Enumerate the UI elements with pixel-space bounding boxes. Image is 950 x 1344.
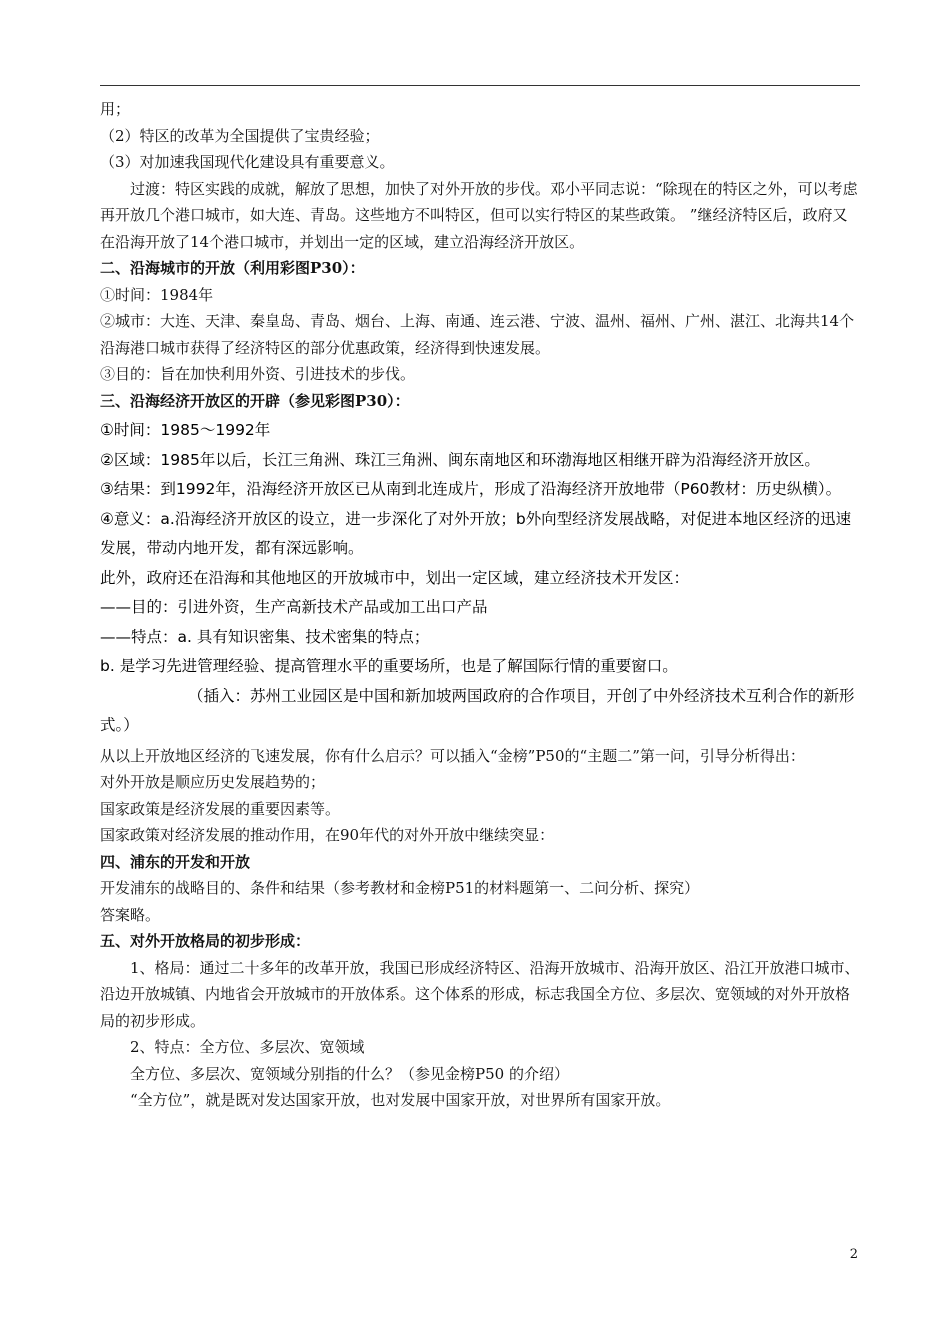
text-line: 对外开放是顺应历史发展趋势的； <box>100 773 326 791</box>
section-heading-3: 三、沿海经济开放区的开辟（参见彩图P30）： <box>100 391 410 410</box>
scan-line: ——特点：a. 具有知识密集、技术密集的特点； <box>100 627 430 646</box>
scan-line: ①时间：1985～1992年 <box>100 421 271 439</box>
document-body <box>100 96 860 1114</box>
scan-line: ④意义：a.沿海经济开放区的设立，进一步深化了对外开放；b外向型经济发展战略，对促进本地区经济的迅速发展，带动内地开发，都有深远影响。 <box>100 509 852 557</box>
scan-line: b. 是学习先进管理经验、提高管理水平的重要场所，也是了解国际行情的重要窗口。 <box>100 657 678 675</box>
scanned-text-block <box>100 414 860 743</box>
text-line: ③目的：旨在加快利用外资、引进技术的步伐。 <box>100 365 416 383</box>
text-line: （2）特区的改革为全国提供了宝贵经验； <box>100 126 380 145</box>
section-heading-4: 四、浦东的开发和开放 <box>100 852 251 871</box>
text-line: 2、特点：全方位、多层次、宽领域 <box>130 1038 365 1056</box>
text-paragraph: 1、格局：通过二十多年的改革开放，我国已形成经济特区、沿海开放城市、沿海开放区、沿江开放港口城市、沿边开放城镇、内地省会开放城市的开放体系。这个体系的形成，标志我国全方位、多层次、宽领域的对外开放格局的初步形成。 <box>100 958 860 1030</box>
text-line: ②城市：大连、天津、秦皇岛、青岛、烟台、上海、南通、连云港、宁波、温州、福州、广州、湛江、北海共14个沿海港口城市获得了经济特区的部分优惠政策，经济得到快速发展。 <box>100 312 855 357</box>
text-line: 答案略。 <box>100 905 161 924</box>
scan-line: ③结果：到1992年，沿海经济开放区已从南到北连成片，形成了沿海经济开放地带（P60教材：历史纵横）。 <box>100 480 842 498</box>
transition-paragraph: 过渡：特区实践的成就，解放了思想，加快了对外开放的步伐。邓小平同志说：“除现在的特区之外，可以考虑再开放几个港口城市，如大连、青岛。这些地方不叫特区，但可以实行特区的某些政策。 ”继经济特区后，政府又在沿海开放了14个港口城市，并划出一定的区域，建立沿海经济开放区。 <box>100 179 858 251</box>
header-rule <box>100 85 860 86</box>
page-number: 2 <box>849 1247 858 1262</box>
scan-line: （插入：苏州工业园区是中国和新加坡两国政府的合作项目，开创了中外经济技术互利合作的新形式。） <box>100 686 855 734</box>
scan-line: 此外，政府还在沿海和其他地区的开放城市中，划出一定区域，建立经济技术开发区： <box>100 568 690 587</box>
text-line: （3）对加速我国现代化建设具有重要意义。 <box>100 153 395 171</box>
text-line: 国家政策是经济发展的重要因素等。 <box>100 799 341 818</box>
scan-line: ——目的：引进外资，生产高新技术产品或加工出口产品 <box>100 598 488 616</box>
text-line: 从以上开放地区经济的飞速发展，你有什么启示？可以插入“金榜”P50的“主题二”第一问，引导分析得出： <box>100 746 805 765</box>
text-line: 开发浦东的战略目的、条件和结果（参考教材和金榜P51的材料题第一、二问分析、探究） <box>100 879 700 897</box>
section-heading-2: 二、沿海城市的开放（利用彩图P30）： <box>100 259 365 277</box>
scan-line: ②区域：1985年以后，长江三角洲、珠江三角洲、闽东南地区和环渤海地区相继开辟为沿海经济开放区。 <box>100 450 820 469</box>
text-line: 国家政策对经济发展的推动作用，在90年代的对外开放中继续突显： <box>100 826 555 844</box>
text-line: “全方位”，就是既对发达国家开放，也对发展中国家开放，对世界所有国家开放。 <box>130 1091 671 1109</box>
text-line: 全方位、多层次、宽领域分别指的什么？（参见金榜P50 的介绍） <box>130 1064 569 1083</box>
text-line: 用； <box>100 100 131 118</box>
text-line: ①时间：1984年 <box>100 285 214 304</box>
section-heading-5: 五、对外开放格局的初步形成： <box>100 932 311 950</box>
